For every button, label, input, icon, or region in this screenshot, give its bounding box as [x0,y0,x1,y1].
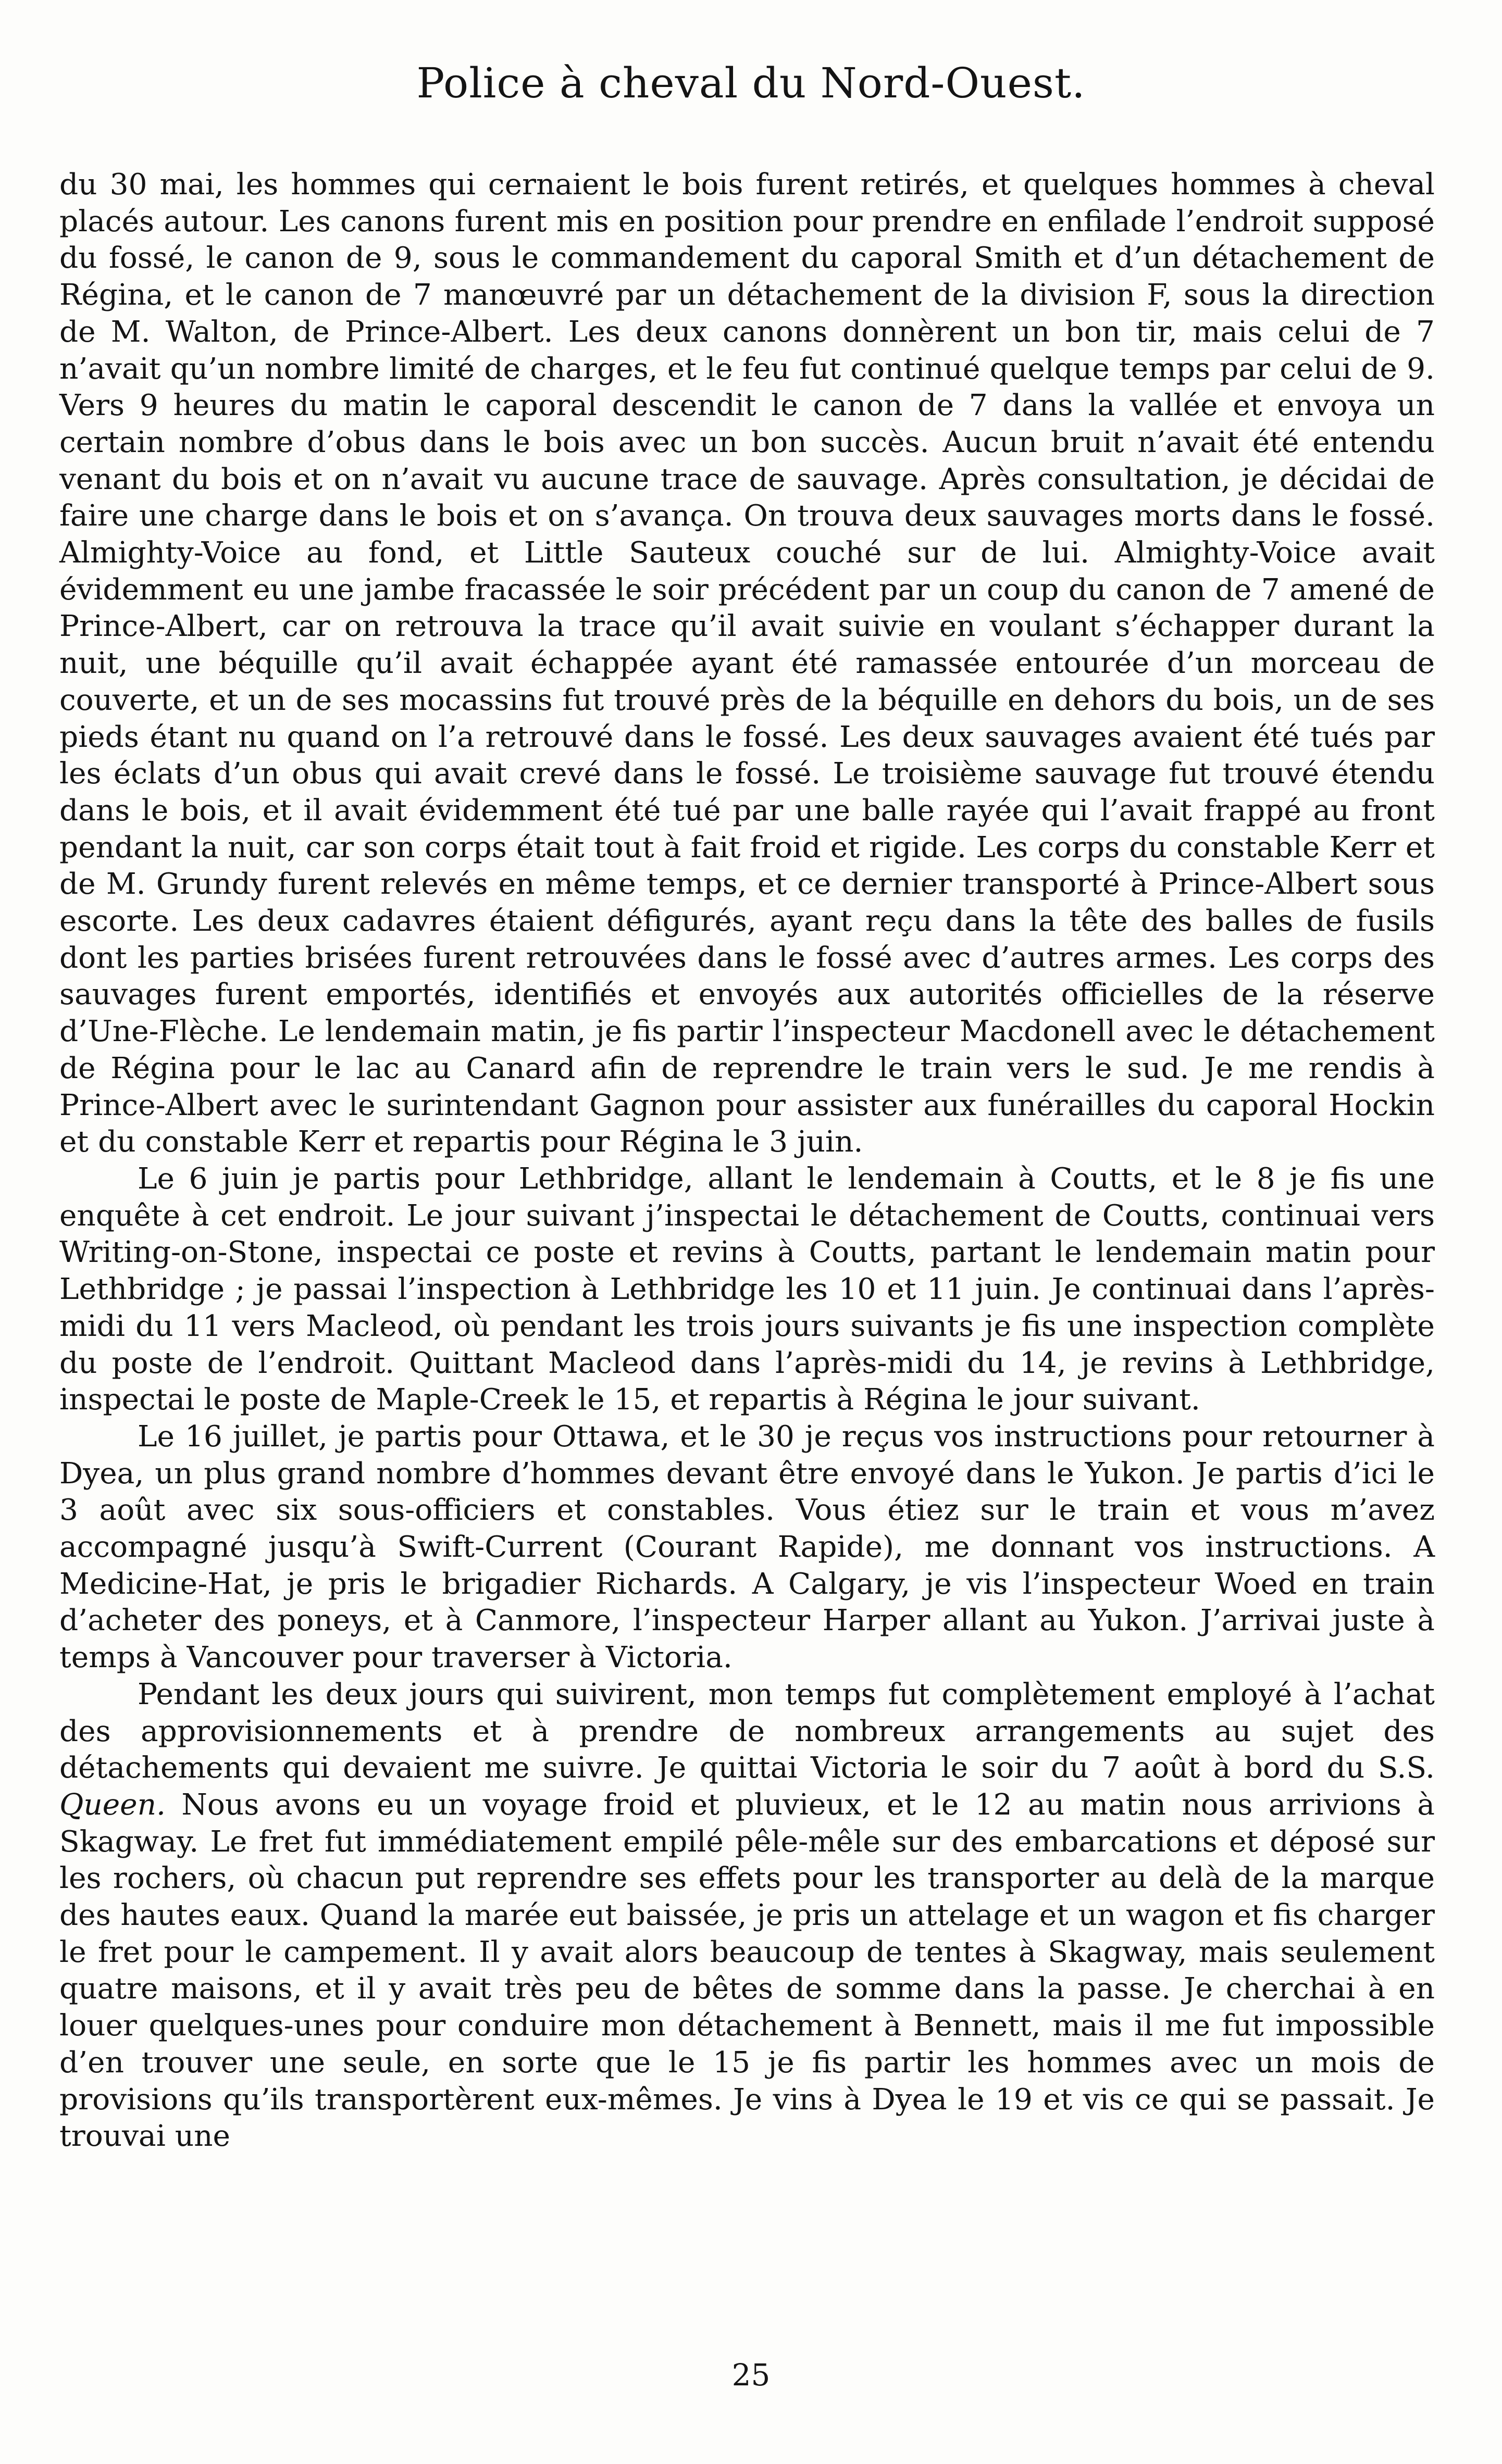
italic-text: Queen. [59,1787,166,1822]
paragraph [59,1419,1435,1677]
running-header: Police à cheval du Nord-Ouest. [416,59,1086,107]
body-text [59,167,1435,2155]
paragraph-text: Le 16 juillet, je partis pour Ottawa, et le 30 je reçus vos instructions pour retourner à Dyea, un plus grand nombre d’hommes devant être envoyé dans le Yukon. Je partis d’ici le 3 août avec six sous-officiers et constables. Vous étiez sur le train et vous m’avez accompagné jusqu’à Swift-Current (Courant Rapide), me donnant vos instructions. A Medicine-Hat, je pris le brigadier Richards. A Calgary, je vis l’inspecteur Woed en train d’acheter des poneys, et à Canmore, l’inspecteur Harper allant au Yukon. J’arrivai juste à temps à Vancouver pour traverser à Victoria. [59,1419,1435,1675]
paragraph-text: Nous avons eu un voyage froid et pluvieux, et le 12 au matin nous arrivions à Skagway. Le fret fut immédiatement empilé pêle-mêle sur des embarcations et déposé sur les rochers, où chacun put reprendre ses effets pour les transporter au delà de la marque des hautes eaux. Quand la marée eut baissée, je pris un attelage et un wagon et fis charger le fret pour le campement. Il y avait alors beaucoup de tentes à Skagway, mais seulement quatre maisons, et il y avait très peu de bêtes de somme dans la passe. Je cherchai à en louer quelques-unes pour conduire mon détachement à Bennett, mais il me fut impossible d’en trouver une seule, en sorte que le 15 je fis partir les hommes avec un mois de provisions qu’ils transportèrent eux-mêmes. Je vins à Dyea le 19 et vis ce qui se passait. Je trouvai une [59,1787,1435,2154]
paragraph [59,167,1435,1161]
paragraph-text: Le 6 juin je partis pour Lethbridge, allant le lendemain à Coutts, et le 8 je fis une enquête à cet endroit. Le jour suivant j’inspectai le détachement de Coutts, continuai vers Writing-on-Stone, inspectai ce poste et revins à Coutts, partant le lendemain matin pour Lethbridge ; je passai l’inspection à Lethbridge les 10 et 11 juin. Je continuai dans l’après-midi du 11 vers Macleod, où pendant les trois jours suivants je fis une inspection complète du poste de l’endroit. Quittant Macleod dans l’après-midi du 14, je revins à Lethbridge, inspectai le poste de Maple-Creek le 15, et repartis à Régina le jour suivant. [59,1161,1435,1417]
page-number: 25 [731,2357,771,2393]
paragraph [59,1161,1435,1419]
paragraph-text: du 30 mai, les hommes qui cernaient le bois furent retirés, et quelques hommes à cheval placés autour. Les canons furent mis en position pour prendre en enfilade l’endroit supposé du fossé, le canon de 9, sous le commandement du caporal Smith et d’un détachement de Régina, et le canon de 7 manœuvré par un détachement de la division F, sous la direction de M. Walton, de Prince-Albert. Les deux canons donnèrent un bon tir, mais celui de 7 n’avait qu’un nombre limité de charges, et le feu fut continué quelque temps par celui de 9. Vers 9 heures du matin le caporal descendit le canon de 7 dans la vallée et envoya un certain nombre d’obus dans le bois avec un bon succès. Aucun bruit n’avait été entendu venant du bois et on n’avait vu aucune trace de sauvage. Après consultation, je décidai de faire une charge dans le bois et on s’avança. On trouva deux sauvages morts dans le fossé. Almighty-Voice au fond, et Little Sauteux couché sur de lui. Almighty-Voice avait évidemment eu une jambe fracassée le soir précédent par un coup du canon de 7 amené de Prince-Albert, car on retrouva la trace qu’il avait suivie en voulant s’échapper durant la nuit, une béquille qu’il avait échappée ayant été ramassée entourée d’un morceau de couverte, et un de ses mocassins fut trouvé près de la béquille en dehors du bois, un de ses pieds étant nu quand on l’a retrouvé dans le fossé. Les deux sauvages avaient été tués par les éclats d’un obus qui avait crevé dans le fossé. Le troisième sauvage fut trouvé étendu dans le bois, et il avait évidemment été tué par une balle rayée qui l’avait frappé au front pendant la nuit, car son corps était tout à fait froid et rigide. Les corps du constable Kerr et de M. Grundy furent relevés en même temps, et ce dernier transporté à Prince-Albert sous escorte. Les deux cadavres étaient défigurés, ayant reçu dans la tête des balles de fusils dont les parties brisées furent retrouvées dans le fossé avec d’autres armes. Les corps des sauvages furent emportés, identifiés et envoyés aux autorités officielles de la réserve d’Une-Flèche. Le lendemain matin, je fis partir l’inspecteur Macdonell avec le détachement de Régina pour le lac au Canard afin de reprendre le train vers le sud. Je me rendis à Prince-Albert avec le surintendant Gagnon pour assister aux funérailles du caporal Hockin et du constable Kerr et repartis pour Régina le 3 juin. [59,168,1435,1159]
paragraph-text: Pendant les deux jours qui suivirent, mon temps fut complètement employé à l’achat des approvisionnements et à prendre de nombreux arrangements au sujet des détachements qui devaient me suivre. Je quittai Victoria le soir du 7 août à bord du S.S. [59,1677,1435,1785]
paragraph [59,1677,1435,2155]
